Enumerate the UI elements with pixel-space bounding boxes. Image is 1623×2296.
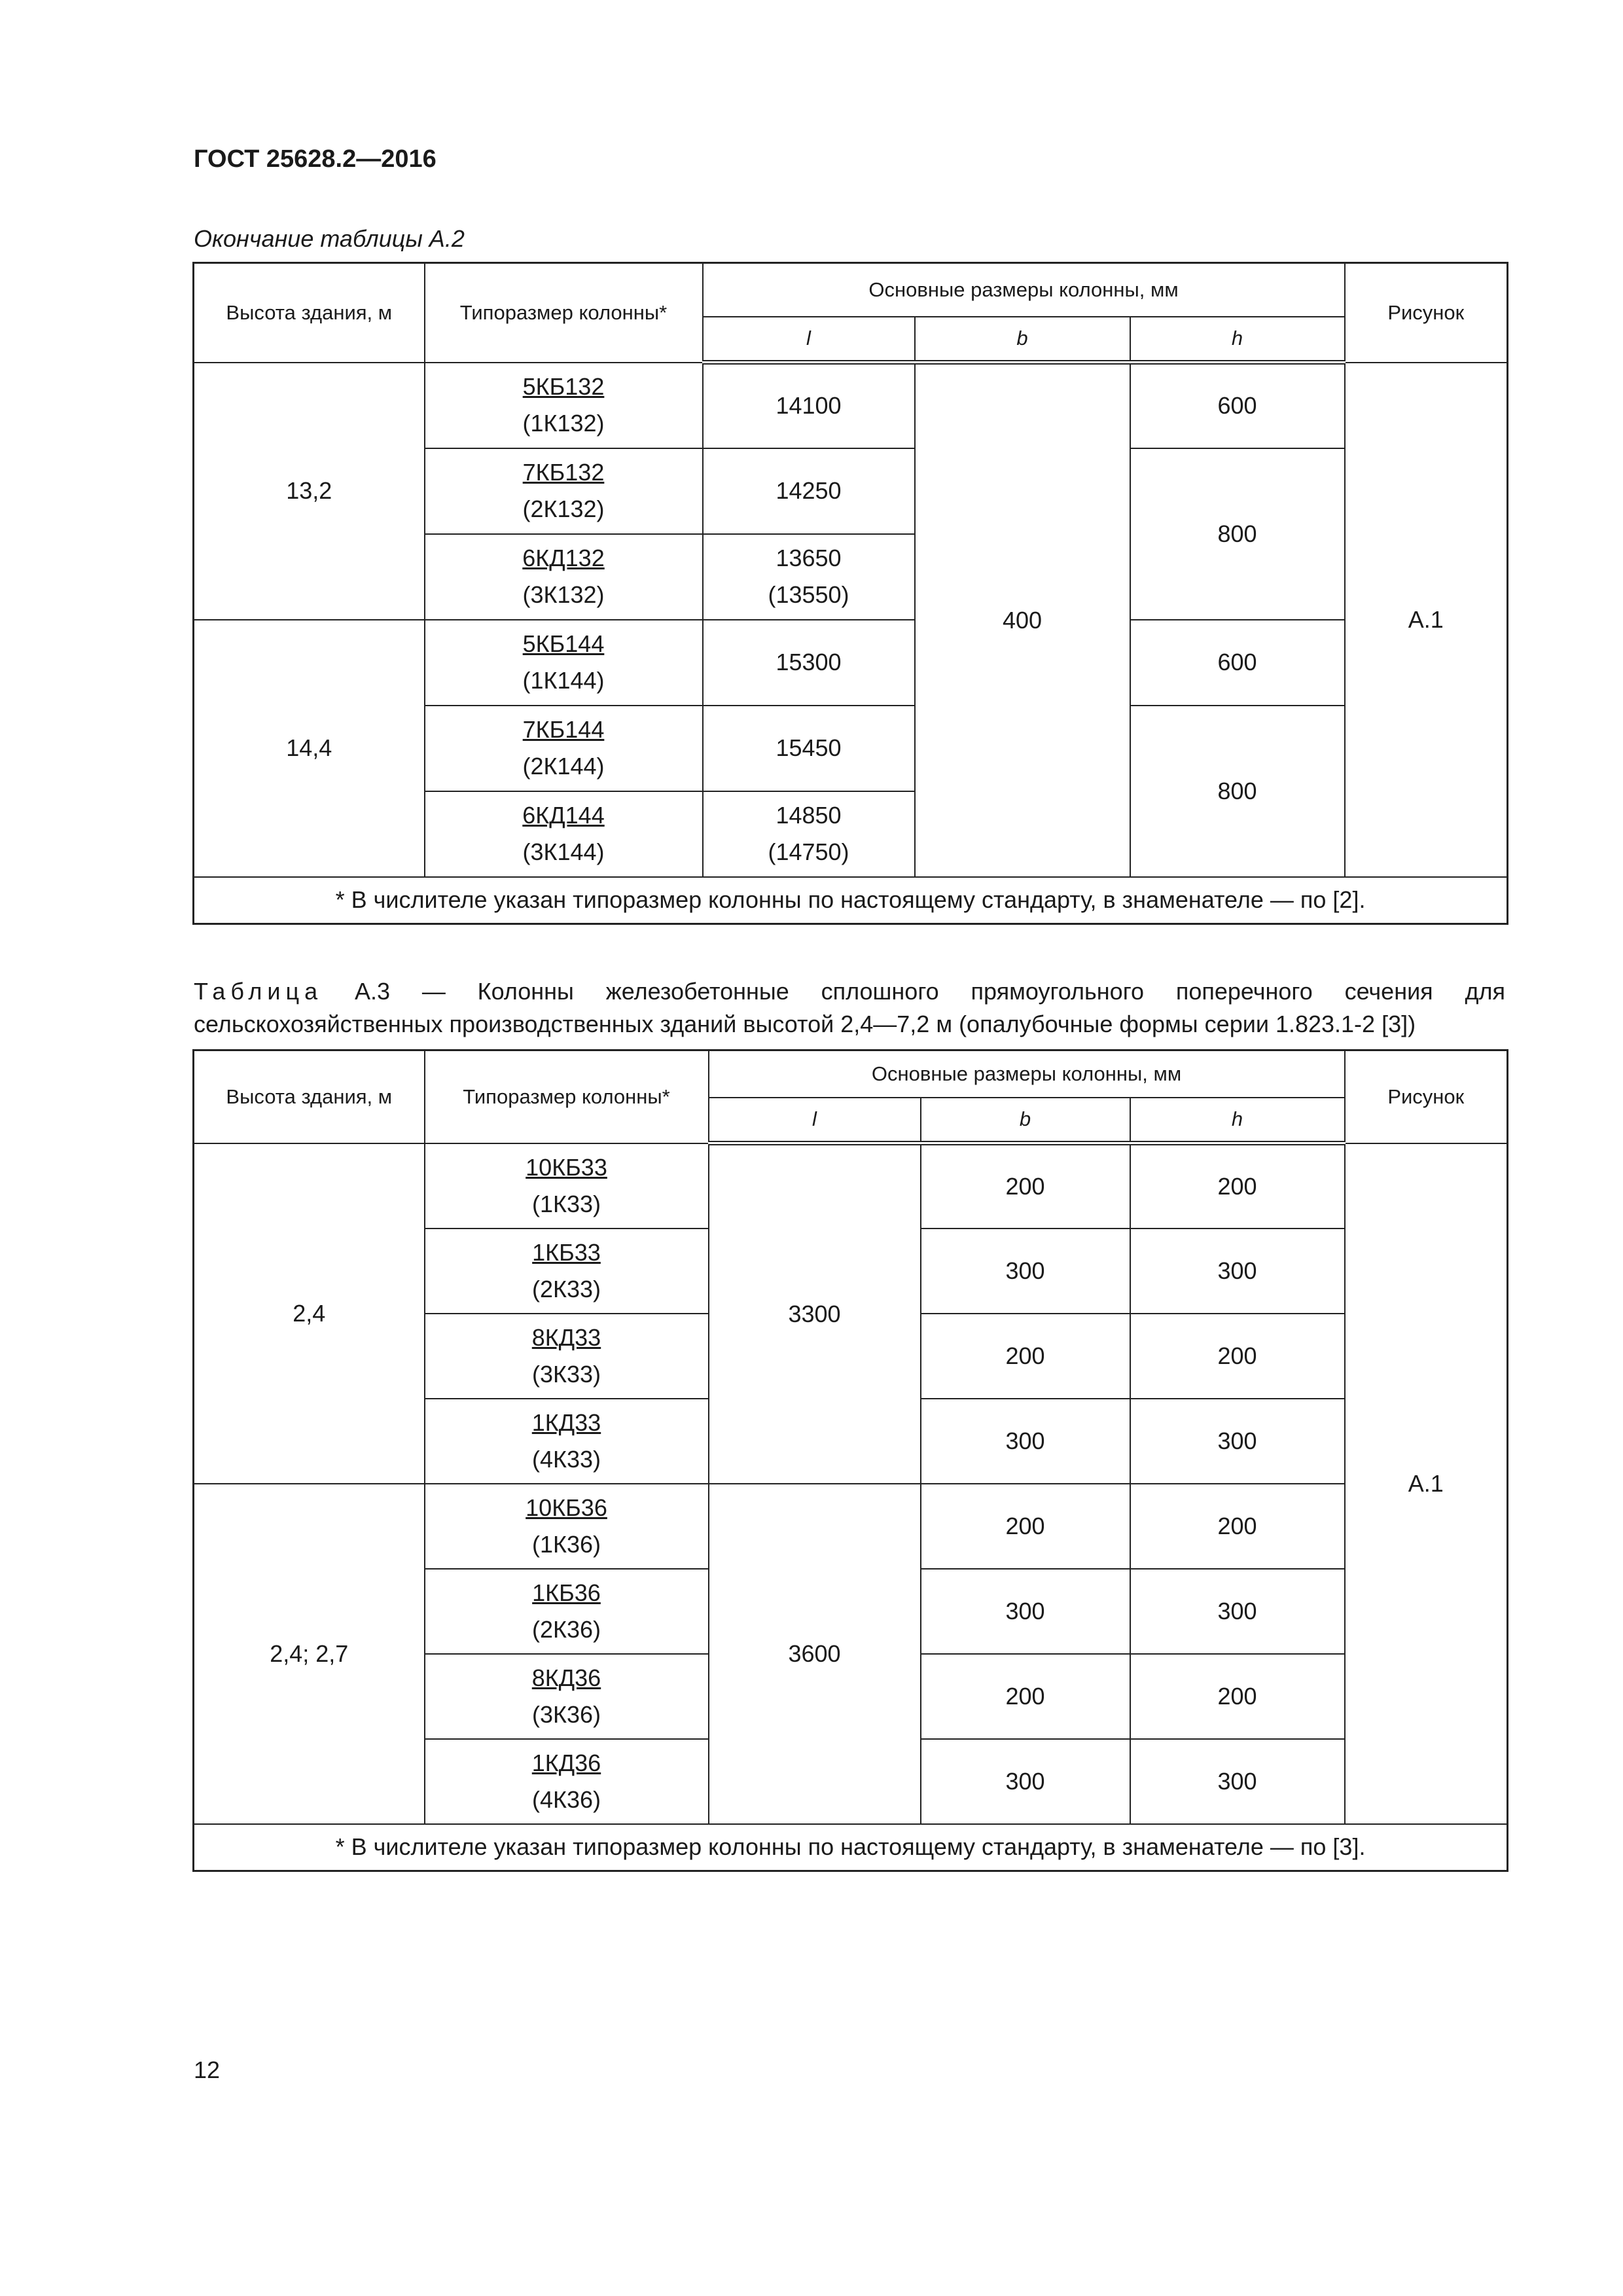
b-cell: 300 <box>921 1229 1130 1314</box>
table-a2 <box>192 262 1508 925</box>
type-cell <box>425 1399 709 1484</box>
col-header-height: Высота здания, м <box>194 1050 425 1143</box>
type-numerator: 10КБ36 <box>526 1494 607 1521</box>
table-a3 <box>192 1049 1508 1872</box>
h-cell: 800 <box>1130 706 1345 877</box>
l-cell: 14250 <box>703 448 915 534</box>
b-cell: 200 <box>921 1654 1130 1739</box>
table-a3-caption-label: Таблица <box>194 978 323 1005</box>
type-cell <box>425 1143 709 1229</box>
type-denominator: (2К36) <box>531 1615 601 1643</box>
b-cell: 200 <box>921 1484 1130 1569</box>
col-header-b: b <box>915 317 1130 363</box>
type-denominator: (3К33) <box>531 1360 601 1388</box>
l-alt-value: (13550) <box>768 581 849 608</box>
type-numerator: 6КД144 <box>522 802 605 829</box>
h-cell: 200 <box>1130 1484 1345 1569</box>
type-numerator: 5КБ144 <box>522 630 605 657</box>
type-numerator: 1КД33 <box>531 1408 601 1436</box>
height-cell: 14,4 <box>194 620 425 877</box>
col-header-h: h <box>1130 1098 1345 1143</box>
col-header-h: h <box>1130 317 1345 363</box>
b-cell: 200 <box>921 1314 1130 1399</box>
type-denominator: (4К33) <box>531 1445 601 1473</box>
type-cell <box>425 448 703 534</box>
type-cell <box>425 706 703 791</box>
h-cell: 200 <box>1130 1143 1345 1229</box>
col-header-dims: Основные размеры колонны, мм <box>709 1050 1345 1098</box>
type-numerator: 1КБ36 <box>532 1579 601 1606</box>
type-denominator: (3К132) <box>522 581 605 608</box>
type-cell <box>425 620 703 706</box>
table-a2-caption: Окончание таблицы А.2 <box>194 225 465 252</box>
type-denominator: (2К144) <box>522 753 605 780</box>
l-value: 14850 <box>776 802 842 829</box>
b-cell: 200 <box>921 1143 1130 1229</box>
type-denominator: (4К36) <box>531 1785 601 1813</box>
page-number: 12 <box>194 2056 221 2083</box>
l-alt-value: (14750) <box>768 838 849 865</box>
type-cell <box>425 534 703 620</box>
type-numerator: 10КБ33 <box>526 1153 607 1181</box>
b-cell: 400 <box>915 363 1130 877</box>
type-cell <box>425 1569 709 1654</box>
type-numerator: 7КБ132 <box>522 459 605 486</box>
h-cell: 200 <box>1130 1654 1345 1739</box>
type-numerator: 7КБ144 <box>522 716 605 743</box>
page-header-title: ГОСТ 25628.2—2016 <box>194 145 437 173</box>
type-numerator: 8КД36 <box>531 1664 601 1691</box>
type-denominator: (2К132) <box>522 495 605 522</box>
col-header-type: Типоразмер колонны* <box>425 263 703 363</box>
table-row <box>194 1484 1508 1569</box>
l-cell <box>703 534 915 620</box>
col-header-type: Типоразмер колонны* <box>425 1050 709 1143</box>
col-header-l: l <box>703 317 915 363</box>
type-cell <box>425 1484 709 1569</box>
table-a3-caption <box>194 975 1505 1041</box>
h-cell: 300 <box>1130 1399 1345 1484</box>
type-denominator: (2К33) <box>531 1275 601 1302</box>
col-header-height: Высота здания, м <box>194 263 425 363</box>
l-cell: 14100 <box>703 363 915 448</box>
h-cell: 200 <box>1130 1314 1345 1399</box>
type-denominator: (3К36) <box>531 1700 601 1728</box>
b-cell: 300 <box>921 1569 1130 1654</box>
h-cell: 300 <box>1130 1739 1345 1824</box>
height-cell: 2,4; 2,7 <box>194 1484 425 1824</box>
figure-cell: А.1 <box>1345 363 1508 877</box>
col-header-figure: Рисунок <box>1345 1050 1508 1143</box>
table-row <box>194 363 1508 448</box>
type-denominator: (1К36) <box>531 1530 601 1558</box>
h-cell: 800 <box>1130 448 1345 620</box>
l-cell <box>703 791 915 877</box>
type-denominator: (3К144) <box>522 838 605 865</box>
table-a2-footnote: * В числителе указан типоразмер колонны по настоящему стандарту, в знаменателе — по [2]. <box>194 877 1508 924</box>
l-cell: 3300 <box>709 1143 921 1484</box>
figure-cell: А.1 <box>1345 1143 1508 1824</box>
type-numerator: 1КБ33 <box>532 1238 601 1266</box>
type-cell <box>425 363 703 448</box>
h-cell: 600 <box>1130 620 1345 706</box>
type-denominator: (1К144) <box>522 667 605 694</box>
h-cell: 600 <box>1130 363 1345 448</box>
table-a3-footnote: * В числителе указан типоразмер колонны по настоящему стандарту, в знаменателе — по [3]. <box>194 1824 1508 1871</box>
b-cell: 300 <box>921 1739 1130 1824</box>
height-cell: 2,4 <box>194 1143 425 1484</box>
type-numerator: 8КД33 <box>531 1323 601 1351</box>
col-header-dims: Основные размеры колонны, мм <box>703 263 1345 317</box>
l-cell: 15450 <box>703 706 915 791</box>
type-cell <box>425 791 703 877</box>
table-a3-caption-text: А.3 — Колонны железобетонные сплошного прямоугольного поперечного сечения для сельскохозяйственных производственных зданий высотой 2,4—7,2 м (опалубочные формы серии 1.823.1-2 [3]) <box>194 978 1505 1037</box>
height-cell: 13,2 <box>194 363 425 620</box>
b-cell: 300 <box>921 1399 1130 1484</box>
type-denominator: (1К33) <box>531 1190 601 1217</box>
table-row <box>194 620 1508 706</box>
l-value: 13650 <box>776 545 842 571</box>
type-cell <box>425 1314 709 1399</box>
l-cell: 3600 <box>709 1484 921 1824</box>
type-numerator: 5КБ132 <box>522 373 605 400</box>
type-denominator: (1К132) <box>522 410 605 437</box>
col-header-b: b <box>921 1098 1130 1143</box>
col-header-figure: Рисунок <box>1345 263 1508 363</box>
col-header-l: l <box>709 1098 921 1143</box>
type-cell <box>425 1229 709 1314</box>
h-cell: 300 <box>1130 1569 1345 1654</box>
type-numerator: 6КД132 <box>522 545 605 571</box>
type-cell <box>425 1739 709 1824</box>
l-cell: 15300 <box>703 620 915 706</box>
h-cell: 300 <box>1130 1229 1345 1314</box>
table-row <box>194 1143 1508 1229</box>
type-cell <box>425 1654 709 1739</box>
type-numerator: 1КД36 <box>531 1749 601 1776</box>
